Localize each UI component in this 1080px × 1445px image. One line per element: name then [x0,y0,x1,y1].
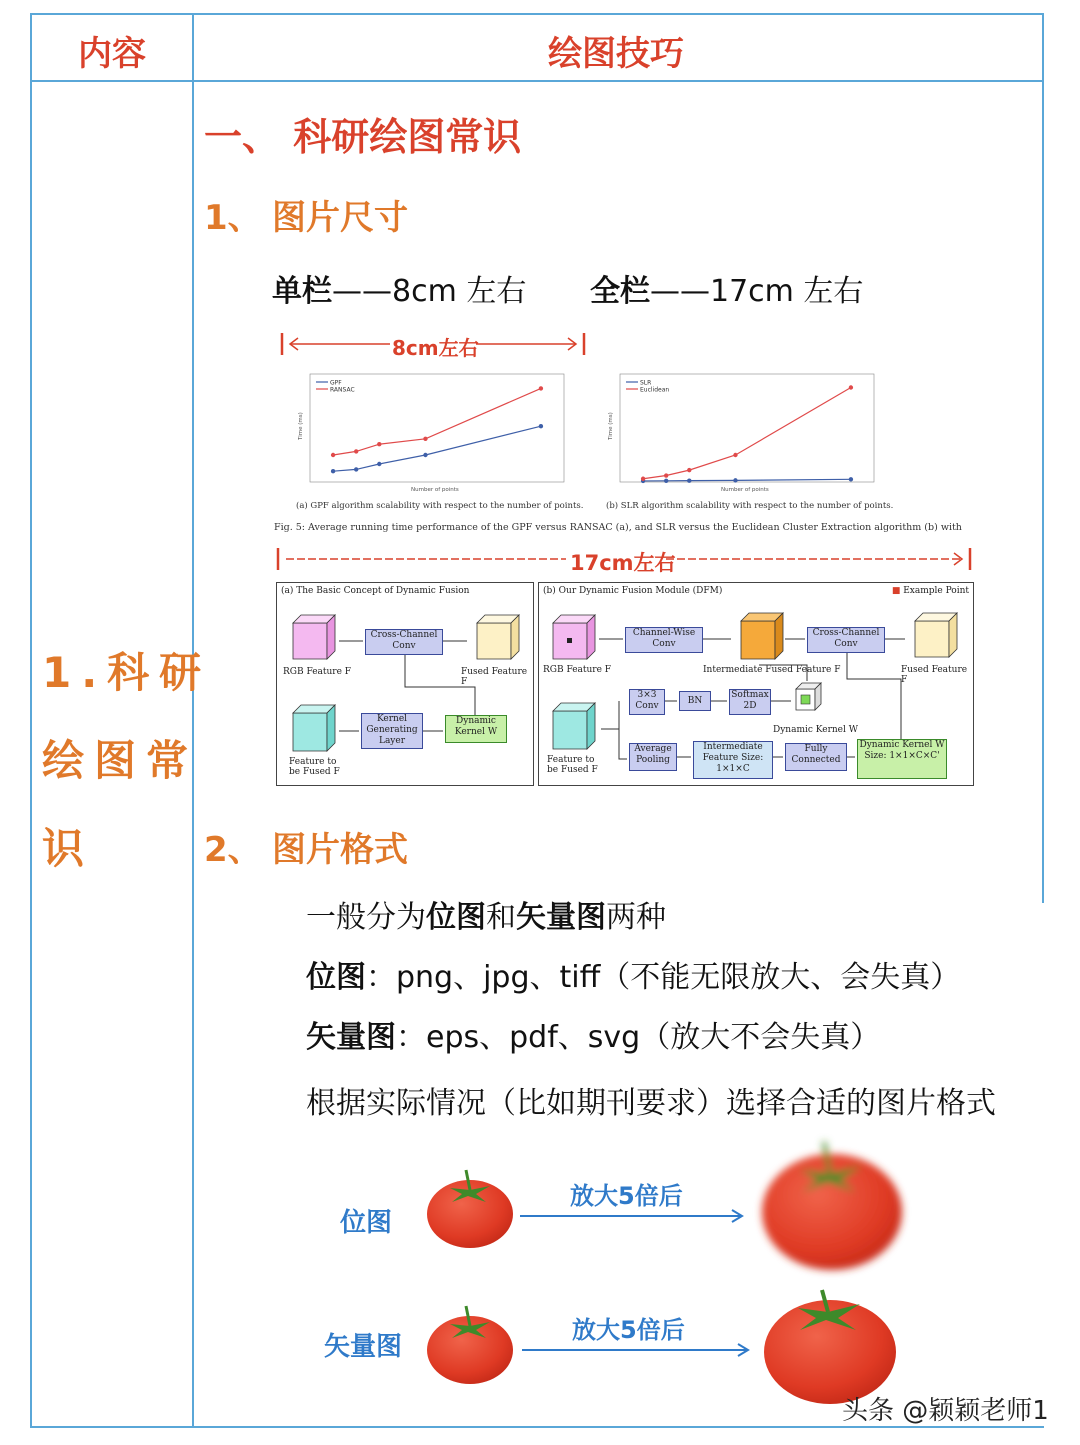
intermediate-feature-block: Intermediate Feature Size: 1×1×C [693,741,773,779]
vector-line: 矢量图：eps、pdf、svg（放大不会失真） [306,1020,881,1055]
full-column-label: 全栏 [590,274,650,309]
y-axis-label-1: Time (ms) [298,412,304,440]
sidebar-line1: 1.科研 [42,648,212,697]
bitmap-tomato-large-blurred-icon [762,1142,902,1270]
size-number: 1、 [204,198,262,238]
data-point-euclidean [849,385,853,389]
frame-top [30,13,1044,15]
data-point-gpf [331,469,335,473]
bitmap-row-label: 位图 [340,1208,393,1238]
fused-feature-label-a: Fused Feature F [461,667,528,687]
series-line-slr [643,479,851,481]
data-point-ransac [354,449,358,453]
legend-label-gpf: GPF [330,379,342,387]
dynamic-kernel-w2: Dynamic Kernel W Size: 1×1×C×C' [857,739,947,779]
data-point-euclidean [664,473,668,477]
vector-label: 矢量图 [306,1020,396,1055]
format-advice: 根据实际情况（比如期刊要求）选择合适的图片格式 [306,1086,996,1121]
bn-block: BN [679,691,711,711]
size-title: 图片尺寸 [272,198,408,238]
panel-b-title: (b) Our Dynamic Fusion Module (DFM) [543,586,723,596]
panel-dfm [538,582,974,786]
feature-to-be-fused-a: Feature to be Fused F [289,757,340,777]
data-point-gpf [539,424,543,428]
conv-3x3: 3×3 Conv [629,689,665,715]
scalability-charts [282,368,902,516]
vector-arrow-label: 放大5倍后 [572,1316,685,1344]
y-axis-label-2: Time (ms) [608,412,614,440]
feature-to-be-fused-b: Feature to be Fused F [547,755,598,775]
kernel-generating-layer: Kernel Generating Layer [361,713,423,749]
intermediate-fused-label: Intermediate Fused Feature F [703,665,841,675]
series-line-ransac [333,388,541,455]
single-column-line [272,266,526,310]
vector-tomato-large-icon [764,1290,896,1404]
bitmap-arrow-label: 放大5倍后 [570,1182,683,1210]
data-point-euclidean [733,453,737,457]
rgb-feature-label-b: RGB Feature F [543,665,612,675]
measure-8cm-label: 8cm左右 [392,336,479,360]
full-column-line [590,266,863,310]
data-point-gpf [354,467,358,471]
header-drawing-tips: 绘图技巧 [548,34,684,74]
bitmap-tomato-small-icon [427,1170,513,1248]
dynamic-kernel-w1-label: Dynamic Kernel W [773,725,858,735]
fully-connected: Fully Connected [785,743,847,771]
cross-channel-conv-b: Cross-Channel Conv [807,627,885,653]
data-point-euclidean [641,477,645,481]
arrows-b [539,583,973,785]
data-point-ransac [539,386,543,390]
measure-17cm-label: 17cm左右 [570,551,676,575]
data-point-ransac [377,442,381,446]
legend-label-euclidean: Euclidean [640,386,670,394]
data-point-gpf [377,462,381,466]
format-intro: 一般分为位图和矢量图两种 [306,900,666,935]
panel-a-title: (a) The Basic Concept of Dynamic Fusion [281,586,470,596]
vector-row-label: 矢量图 [324,1332,403,1362]
data-point-slr [687,478,691,482]
panel-basic-concept [276,582,534,786]
data-point-ransac [331,453,335,457]
legend-label-ransac: RANSAC [330,386,355,394]
average-pooling: Average Pooling [629,743,677,771]
subfigure-caption-1: (a) GPF algorithm scalability with respect to the number of points. [296,501,584,511]
data-point-ransac [423,437,427,441]
arrows-a [277,583,533,785]
single-column-label: 单栏 [272,274,332,309]
vector-tomato-small-icon [427,1306,513,1384]
format-number: 2、 [204,830,262,870]
figure-caption: Fig. 5: Average running time performance of the GPF versus RANSAC (a), and SLR versus the Euclidean Cluster Extraction algorithm (b) with [274,522,962,533]
data-point-slr [664,479,668,483]
data-point-euclidean [687,468,691,472]
frame-right [1042,13,1044,903]
full-column-value: ——17cm 左右 [650,274,864,309]
sidebar-line2: 绘图常 [42,736,199,785]
rgb-feature-label-a: RGB Feature F [283,667,352,677]
frame-divider [192,13,194,1428]
example-point-label: ■ Example Point [891,586,969,596]
sidebar-line3: 识 [42,824,95,873]
bitmap-label: 位图 [306,960,366,995]
x-axis-label-2: Number of points [721,487,769,493]
channel-wise-conv: Channel-Wise Conv [625,627,703,653]
bitmap-line: 位图：png、jpg、tiff（不能无限放大、会失真） [306,960,961,995]
frame-header-bottom [30,80,1044,82]
watermark: 头条 @颖颖老师1 [842,1396,1049,1426]
frame-left [30,13,32,1428]
softmax-block: Softmax 2D [729,689,771,715]
header-content: 内容 [78,34,146,74]
section-title: 一、 科研绘图常识 [204,115,522,159]
single-column-value: ——8cm 左右 [332,274,527,309]
fused-feature-label-b: Fused Feature F [901,665,968,685]
format-title: 图片格式 [272,830,408,870]
legend-label-slr: SLR [640,379,652,387]
tomato-comparison [300,1130,940,1426]
cross-channel-conv-a: Cross-Channel Conv [365,629,443,655]
data-point-gpf [423,453,427,457]
x-axis-label-1: Number of points [411,487,459,493]
data-point-slr [733,478,737,482]
subfigure-caption-2: (b) SLR algorithm scalability with respect to the number of points. [606,501,894,511]
series-line-euclidean [643,388,851,479]
data-point-slr [849,477,853,481]
dynamic-kernel-a: Dynamic Kernel W [445,715,507,743]
